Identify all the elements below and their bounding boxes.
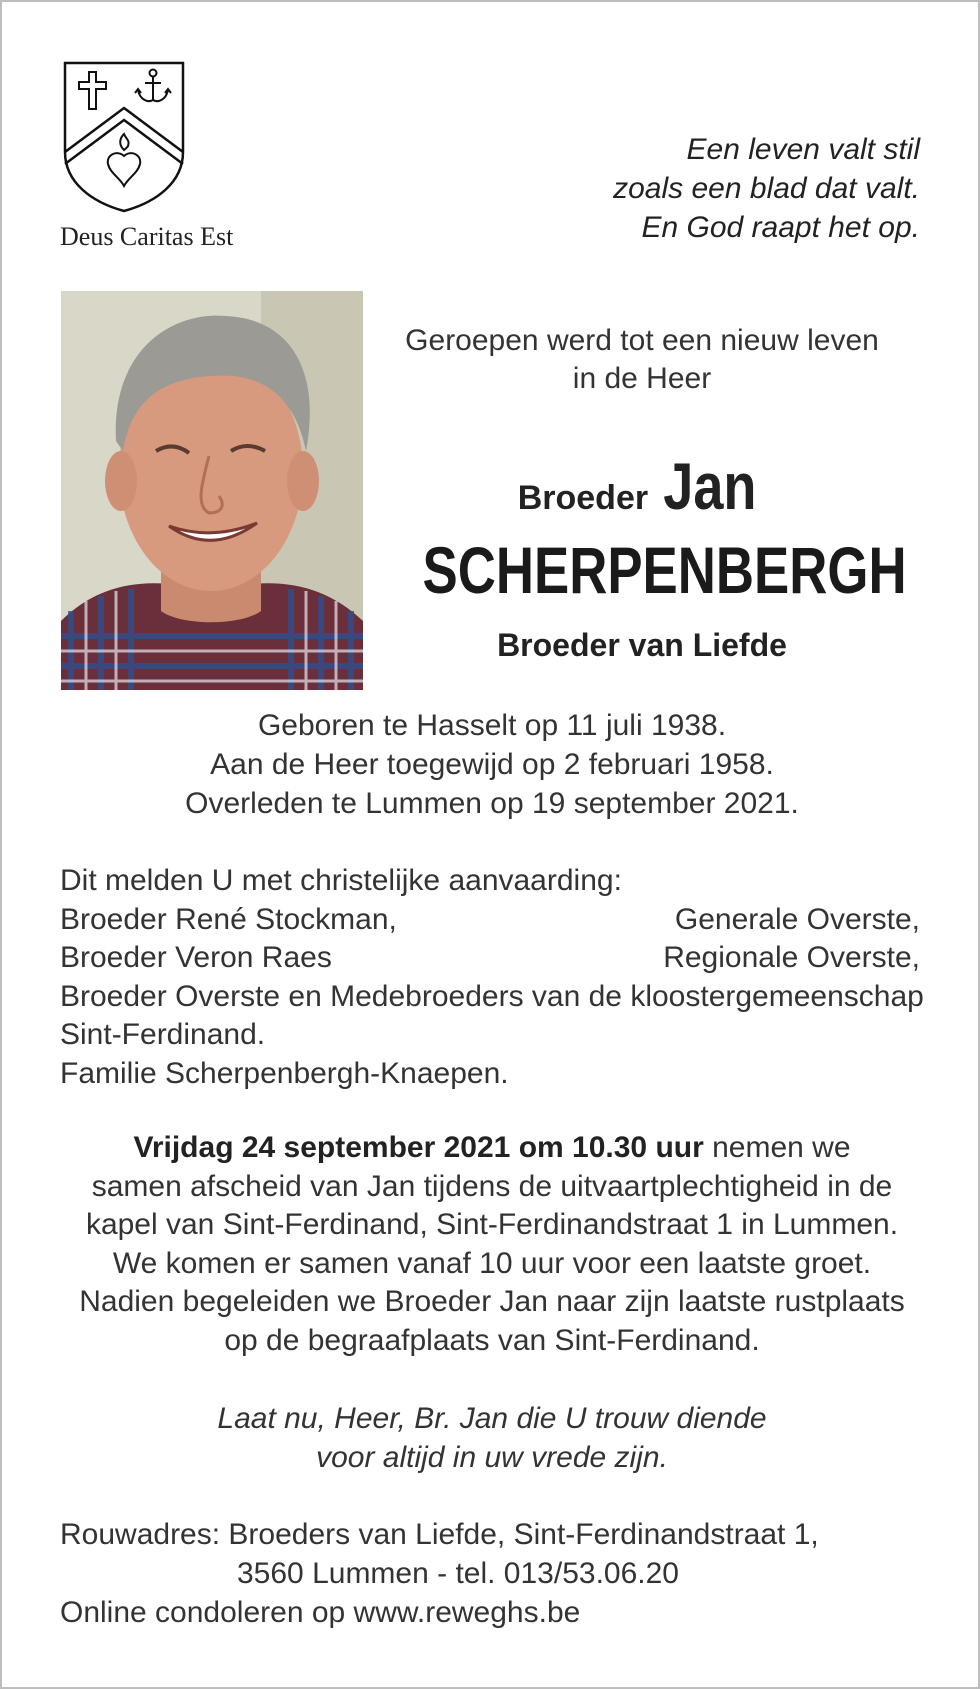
shield-icon <box>62 60 186 214</box>
announcer-row <box>60 901 920 940</box>
funeral-line: Nadien begeleiden we Broeder Jan naar zijn laatste rustplaats <box>79 1285 905 1318</box>
announcement-intro: Dit melden U met christelijke aanvaarding: <box>60 864 622 897</box>
called-line: in de Heer <box>572 362 712 395</box>
announcer-role: Generale Overste, <box>674 902 920 936</box>
last-name: SCHERPENBERGH <box>422 533 907 607</box>
religious-order: Broeder van Liefde <box>497 627 787 663</box>
called-line: Geroepen werd tot een nieuw leven <box>405 324 879 357</box>
funeral-line: kapel van Sint-Ferdinand, Sint-Ferdinandstraat 1 in Lummen. <box>85 1208 899 1241</box>
funeral-details <box>2 1129 980 1360</box>
called-text <box>362 322 922 398</box>
portrait-photo <box>61 291 363 690</box>
mourning-address: Rouwadres: Broeders van Liefde, Sint-Ferdinandstraat 1, <box>60 1518 819 1551</box>
prayer-line: Laat nu, Heer, Br. Jan die U trouw diende <box>217 1402 767 1435</box>
opening-poem <box>613 130 920 247</box>
closing-prayer <box>2 1399 980 1477</box>
announcement-line: Sint-Ferdinand. <box>60 1018 266 1051</box>
date-line: Geboren te Hasselt op 11 juli 1938. <box>257 709 727 742</box>
poem-line: En God raapt het op. <box>641 211 920 244</box>
announcement-line: Broeder Overste en Medebroeders van de kloostergemeenschap <box>60 979 924 1013</box>
date-line: Overleden te Lummen op 19 september 2021. <box>185 787 799 820</box>
last-name-row <box>362 532 922 608</box>
funeral-line: op de begraafplaats van Sint-Ferdinand. <box>224 1323 760 1357</box>
logo-motto: Deus Caritas Est <box>60 222 234 251</box>
name-prefix: Broeder <box>517 479 649 517</box>
funeral-line-rest: nemen we <box>703 1131 851 1164</box>
coat-of-arms-logo <box>62 60 190 219</box>
announcement-line: Familie Scherpenbergh-Knaepen. <box>60 1056 509 1090</box>
contact-block <box>60 1515 819 1632</box>
online-condolence: Online condoleren op www.reweghs.be <box>60 1596 581 1629</box>
announcer-role: Regionale Overste, <box>663 941 920 974</box>
funeral-line <box>2 1129 980 1168</box>
funeral-datetime: Vrijdag 24 september 2021 om 10.30 uur <box>133 1131 704 1164</box>
announcer-name: Broeder René Stockman, <box>60 902 397 936</box>
name-first-line <box>362 448 922 524</box>
funeral-line: samen afscheid van Jan tijdens de uitvaartplechtigheid in de <box>91 1169 893 1203</box>
announcer-row <box>60 939 920 978</box>
date-line: Aan de Heer toegewijd op 2 februari 1958. <box>210 748 774 781</box>
life-dates <box>2 706 980 823</box>
first-name: Jan <box>662 449 757 523</box>
poem-line: zoals een blad dat valt. <box>613 172 920 205</box>
address-phone: 3560 Lummen - tel. 013/53.06.20 <box>237 1557 679 1590</box>
prayer-line: voor altijd in uw vrede zijn. <box>316 1441 668 1474</box>
announcer-name: Broeder Veron Raes <box>60 941 332 974</box>
poem-line: Een leven valt stil <box>686 133 920 166</box>
funeral-line: We komen er samen vanaf 10 uur voor een laatste groet. <box>112 1246 872 1280</box>
announcement-block <box>60 862 924 1093</box>
